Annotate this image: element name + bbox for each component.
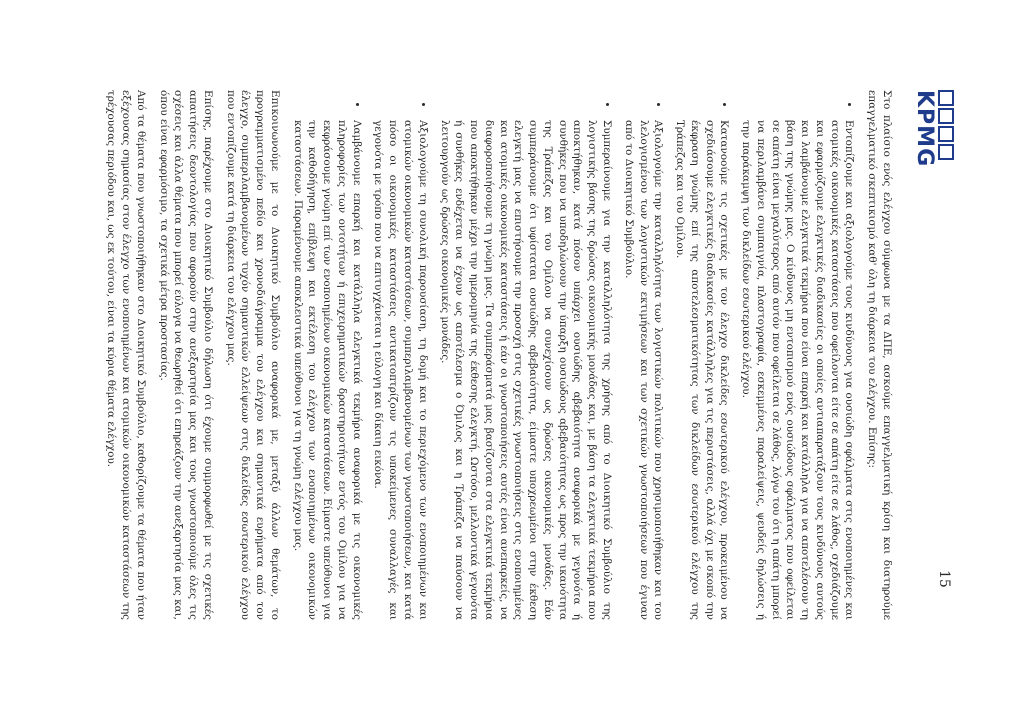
list-item: • Συμπεραίνουμε για την καταλληλότητα της χρήσης από το Διοικητικό Συμβούλιο της λογιστικής βάσης της δρώσας οικονομικής μονάδας και, με βάση τα ελεγκτικά τεκμήρια που αποκτήθηκαν, κατά πόσον υπάρχει ουσιώδης αβεβαιότητα αναφορικά με γεγονότα ή συνθήκες που να υποδηλώνουν την ύπαρξη ουσιώδους αβεβαιότητας ως προς την ικανότητα της Τράπεζας και του Ομίλου να συνεχίσουν ως δρώσες οικονομικές μονάδες. Εάν συμπεράνουμε ότι υφίσταται ουσιώδης αβεβαιότητα, είμαστε υποχρεωμένοι στην έκθεση ελεγκτή μας να επιστήσουμε την προσοχή στις σχετικές γνωστοποιήσεις στις ενοποιημένες και ατομικές οικονομικές καταστάσεις ή εάν οι γνωστοποιήσεις αυτές είναι ανεπαρκείς, να διαφοροποιήσουμε τη γνώμη μας. Τα συμπεράσματά μας βασίζονται στα ελεγκτικά τεκμήρια που αποκτήθηκαν μέχρι την ημερομηνία της έκθεσης ελεγκτή. Ωστόσο, μελλοντικά γεγονότα ή συνθήκες ενδέχεται να έχουν ως αποτέλεσμα ο Όμιλος και η Τράπεζα να παύσουν να λειτουργούν ως δρώσες οικονομικές μονάδες. [437,116,614,620]
logo-boxes [938,90,954,170]
list-item: • Εντοπίζουμε και αξιολογούμε τους κινδύνους για ουσιώδη σφάλματα στις ενοποιημένες και ατομικές οικονομικές καταστάσεις που οφείλονται είτε σε απάτη είτε σε λάθος, σχεδιάζουμε και εφαρμόζουμε ελεγκτικές διαδικασίες οι οποίες αντιαπαρατάξουν τους κινδύνους αυτούς και λαμβάνουμε ελεγκτικά τεκμήρια που είναι επαρκή και κατάλληλα για να αποτελέσουν τη βάση της γνώμης μας. Ο κίνδυνος μη εντοπισμού ενός ουσιώδους σφάλματος που οφείλεται σε απάτη είναι μεγαλύτερος από αυτόν που οφείλεται σε λάθος, λόγω του ότι η απάτη μπορεί να περιλαμβάνει συμπαιγνία, πλαστογραφία, εσκεμμένες παραλείψεις, ψευδείς δηλώσεις ή την παράκαμψη των δικλείδων εσωτερικού ελέγχου. [738,116,856,620]
audit-procedures-list [290,90,857,620]
document-body [95,90,894,620]
list-item: • Αξιολογούμε την καταλληλότητα των λογιστικών πολιτικών που χρησιμοποιήθηκαν και του λελογισμένου των λογιστικών εκτιμήσεων και των σχετικών γνωστοποιήσεων που έγιναν από το Διοικητικό Συμβούλιο. [621,116,665,620]
list-item: • Λαμβάνουμε επαρκή και κατάλληλα ελεγκτικά τεκμήρια αναφορικά με τις οικονομικές πληροφορίες των οντοτήτων ή επιχειρηματικών δραστηριοτήτων εντός του Ομίλου για να εκφράσουμε γνώμη επί των ενοποιημένων οικονομικών καταστάσεων. Είμαστε υπεύθυνοι για την καθοδήγηση, επίβλεψη και εκτέλεση του ελέγχου των ενοποιημένων οικονομικών καταστάσεων. Παραμένουμε αποκλειστικά υπεύθυνοι για τη γνώμη ελέγχου μας. [290,116,364,620]
intro-paragraph: Στο πλαίσιο ενός ελέγχου σύμφωνα με τα ΔΠΕ, ασκούμε επαγγελματική κρίση και διατηρούμε επαγγελματικό σκεπτικισμό καθ' όλη τη διάρκεια του ελέγχου. Επίσης: [866,90,893,620]
key-audit-matters-paragraph: Από τα θέματα που γνωστοποιήθηκαν στο Διοικητικό Συμβούλιο, καθορίζουμε τα θέματα που ήταν εξέχουσας σημασίας στον έλεγχο των ενοποιημένων και ατομικών οικονομικών καταστάσεων της τρέχουσας περιόδου και, ως εκ τούτου, είναι τα κύρια θέματα ελέγχου. [105,90,147,620]
list-item: • Κατανοούμε τις σχετικές με τον έλεγχο δικλείδες εσωτερικού ελέγχου, προκειμένου να σχεδιάσουμε ελεγκτικές διαδικασίες κατάλληλες για τις περιστάσεις, αλλά όχι με σκοπό την έκφραση γνώμης επί της αποτελεσματικότητας των δικλείδων εσωτερικού ελέγχου της Τράπεζας και του Ομίλου. [672,116,731,620]
logo-text: KPMG [912,90,937,168]
page-number: 15 [936,570,952,588]
list-item: • Αξιολογούμε τη συνολική παρουσίαση, τη δομή και το περιεχόμενο των ενοποιημένων και ατομικών οικονομικών καταστάσεων, συμπεριλαμβανομένων των γνωστοποιήσεων, και κατά πόσο οι οικονομικές καταστάσεις αντικατοπτρίζουν τις υποκείμενες συναλλαγές και γεγονότα με τρόπο που να επιτυγχάνεται η εύλογη και δίκαιη εικόνα. [371,116,430,620]
independence-paragraph: Επίσης, παρέχουμε στο Διοικητικό Συμβούλιο δήλωση ότι έχουμε συμμορφωθεί με τις σχετικές απαιτήσεις δεοντολογίας που αφορούν στην ανεξαρτησία μας και τους γνωστοποιούμε όλες τις σχέσεις και άλλα θέματα που μπορεί εύλογα να θεωρηθεί ότι επηρεάζουν την ανεξαρτησία μας και, όπου είναι εφαρμόσιμο, τα σχετικά μέτρα προστασίας. [157,90,214,620]
communication-paragraph: Επικοινωνούμε με το Διοικητικό Συμβούλιο αναφορικά με, μεταξύ άλλων θεμάτων, το προγραμματισμένο πεδίο και χρονοδιάγραμμα του ελέγχου και σημαντικά ευρήματα από τον έλεγχο, συμπεριλαμβανομένων τυχόν σημαντικών ελλείψεων στις δικλείδες εσωτερικού ελέγχου που εντοπίζουμε κατά τη διάρκεια του ελέγχου μας. [224,90,281,620]
kpmg-logo [910,90,954,170]
